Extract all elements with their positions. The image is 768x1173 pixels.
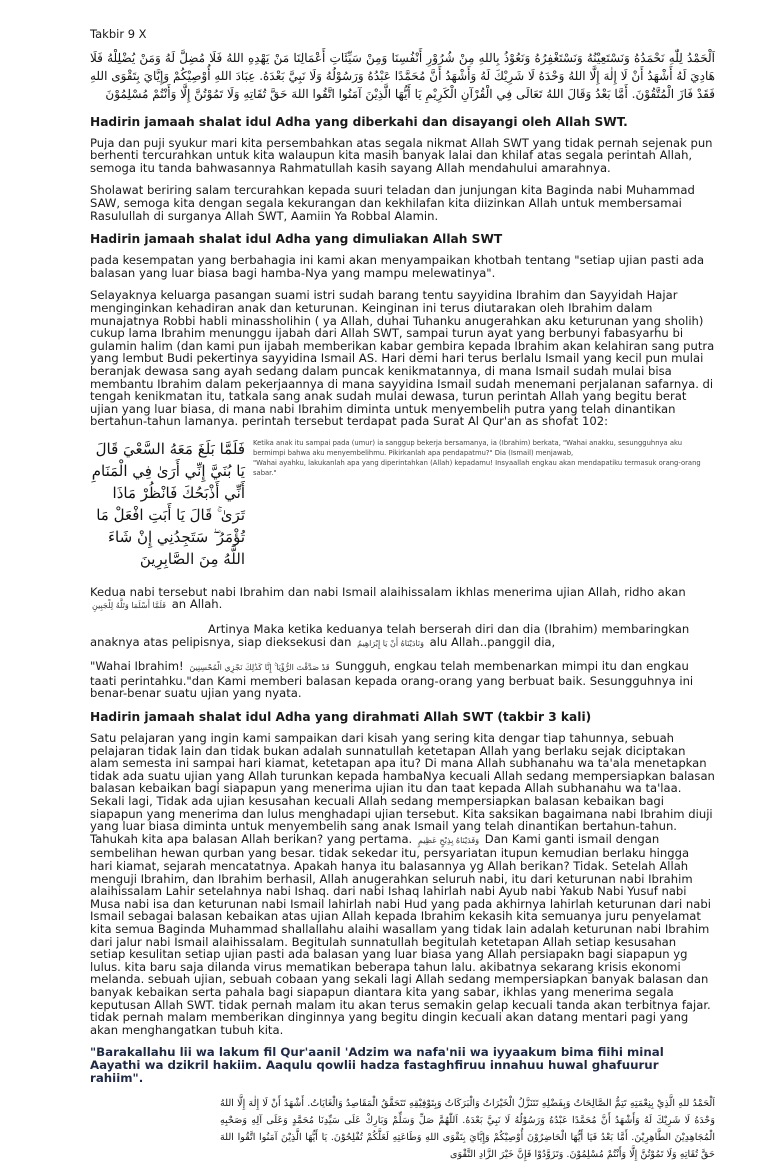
- sermon-document: [90, 28, 715, 1173]
- paragraph-call: [90, 660, 715, 700]
- paragraph-call-a: "Wahai Ibrahim!: [90, 659, 184, 674]
- quran-verse-translation: [253, 438, 715, 478]
- arabic-closing-prayer: اَلْحَمْدُ للهِ الَّذِيْ بِنِعْمَتِهِ تَتِمُّ الصَّالِحَاتُ وَبِفَضْلِهِ تَتَنَزَّلُ الْخَيْرَاتُ وَالْبَرَكَاتُ وَبِتَوْفِيْقِهِ تَتَحَقَّقُ الْمَقَاصِدُ وَالْغَايَاتُ. أَشْهَدُ أَنْ لَا إِلٰهَ إِلَّا اللهُ وَحْدَهُ لَا شَرِيْكَ لَهُ وَأَشْهَدُ أَنَّ مُحَمَّدًا عَبْدُهُ وَرَسُوْلُهُ لَا نَبِيَّ بَعْدَهُ. اَللّٰهُمَّ صَلِّ وَسَلِّمْ وَبَارِكْ عَلَى سَيِّدِنَا مُحَمَّدٍ وَعَلَى آلِهِ وَصَحْبِهِ الْمُجَاهِدِيْنَ الطَّاهِرِيْنَ. أَمَّا بَعْدُ فَيَا أَيُّهَا الْحَاضِرُوْنَ أُوْصِيْكُمْ وَإِيَّايَ بِتَقْوَى اللهِ وَطَاعَتِهِ لَعَلَّكُمْ تُفْلِحُوْنَ. يَا أَيُّهَا الَّذِيْنَ آمَنُوا اتَّقُوا اللهَ حَقَّ تُقَاتِهِ وَلَا تَمُوْتُنَّ إِلَّا وَأَنْتُمْ مُسْلِمُوْنَ. وَتَزَوَّدُوْا فَإِنَّ خَيْرَ الزَّادِ التَّقْوَى: [220, 1098, 715, 1161]
- quran-verse-block: [90, 438, 715, 570]
- paragraph-call-b: Sungguh, engkau telah membenarkan mimpi itu dan engkau taati perintahku."dan Kami memberi balasan kepada orang-orang yang berbuat baik. Sesungguhnya ini benar-benar suatu ujian yang nyata.: [90, 659, 694, 701]
- paragraph-lesson-b: Dan Kami ganti ismail dengan sembelihan hewan qurban yang besar. tidak sekedar itu, persyariatan itupun kemudian berlaku hingga hari kiamat, sejarah mencatatnya. Apakah hanya itu balasannya yg Allah berikan? Tidak. Setelah Allah menguji Ibrahim, dan Ibrahim berhasil, Allah anugerahkan seluruh nabi, itu dari keturunan nabi Ibrahim alaihissalam Lahir setelahnya nabi Ishaq. dari nabi Ishaq lahirlah nabi Ayub nabi Yakub Nabi Yusuf nabi Musa nabi isa dan keturunan nabi Ismail lahirlah nabi Hud yang pada akhirnya lahirlah keturunan dari nabi Ismail sebagai balasan kebaikan atas ujian Allah kepada Ibrahim kekasih kita semuanya juru penyelamat kita semua Baginda Muhammad shallallahu alaihi wasallam yang tidak lain adalah keturunan nabi Ibrahim dari jalur nabi Ismail alaihissalam. Begitulah sunnatullah begitulah ketetapan Allah setiap kesusahan setiap kesulitan setiap ujian pasti ada balasan yang luar biasa yang Allah persiapakn bagi siapapun yg lulus. kita baru saja dilanda virus mematikan beberapa tahun lalu. akibatnya sekarang krisis ekonomi melanda. sebuah ujian, sebuah cobaan yang sekali lagi Allah sedang mempersiapkan banyak balasan dan banyak kebaikan serta pahala bagi siapapun diantara kita yang sabar, ikhlas yang menerima segala keputusan Allah SWT. tidak pernah malam itu akan terus semakin gelap kecuali tanda akan terbitnya fajar. tidak pernah malam memberikan dinginnya yang begitu dingin kecuali akan datang mentari pagi yang akan menghangatkan tubuh kita.: [90, 831, 711, 1037]
- paragraph-lesson: [90, 732, 715, 1036]
- verse-translation-line-1: Ketika anak itu sampai pada (umur) ia sanggup bekerja bersamanya, ia (Ibrahim) berkata, "Wahai anakku, sesungguhnya aku bermimpi bahwa aku menyembelihmu. Pikirkanlah apa pendapatmu?" Dia (Ismail) menjawab,: [253, 438, 683, 457]
- inline-arabic-3: قَدْ صَدَّقْتَ الرُّؤْيَا ۚ إِنَّا كَذَٰلِكَ نَجْزِي الْمُحْسِنِينَ: [189, 663, 330, 673]
- paragraph-theme: pada kesempatan yang berbahagia ini kami akan menyampaikan khotbah tentang "setiap ujian pasti ada balasan yang luar biasa bagi hamba-Nya yang mampu melewatinya".: [90, 253, 705, 280]
- verse-translation-line-2: "Wahai ayahku, lakukanlah apa yang diperintahkan (Allah) kepadamu! Insyaallah engkau akan mendapatiku termasuk orang-orang sabar.": [253, 458, 701, 477]
- inline-arabic-2: وَنَادَيْنَاهُ أَنْ يَا إِبْرَاهِيمُ: [357, 638, 424, 648]
- inline-arabic-4: وَفَدَيْنَاهُ بِذِبْحٍ عَظِيمٍ: [417, 835, 480, 845]
- paragraph-story: Selayaknya keluarga pasangan suami istri sudah barang tentu sayyidina Ibrahim dan Sayyidah Hajar menginginkan kehadiran anak dan keturunan. Keinginan ini terus diutarakan oleh Ibrahim dalam munajatnya Robbi habli minassholihin ( ya Allah, duhai Tuhanku anugerahkan aku keturunan yang sholih) cukup lama Ibrahim menunggu ijabah dari Allah SWT, sampai turun ayat yang berbunyi fabasyarhu bi gulamin halim (dan kami pun ijabah memberikan kabar gembira kepada Ibrahim akan kelahiran sang putra yang lembut Budi pekertinya sayyidina Ismail AS. Hari demi hari terus berlalu Ismail yang kecil pun mulai beranjak dewasa sang ayah sedang dalam puncak kenikmatannya, di mana Ismail sudah mulai bisa membantu Ibrahim dalam pekerjaannya di mana sayyidina Ismail sudah menemani perjalanan safarnya. di tengah kenikmatan itu, tatkala sang anak sudah mulai dewasa, turun perintah Allah yang begitu berat ujian yang luar biasa, di mana nabi Ibrahim diminta untuk menyembelih putra yang telah dinantikan bertahun-tahun lamanya. perintah tersebut terdapat pada Surat Al Qur'an as shofat 102:: [90, 288, 715, 429]
- paragraph-submission-start: Kedua nabi tersebut nabi Ibrahim dan nabi Ismail alaihissalam ikhlas menerima ujian Allah, ridho akan: [90, 584, 686, 599]
- document-title: Takbir 9 X: [90, 27, 147, 41]
- paragraph-sholawat: Sholawat beriring salam tercurahkan kepada suuri teladan dan junjungan kita Baginda nabi Muhammad SAW, semoga kita dengan segala kekurangan dan kekhilafan kita diizinkan Allah untuk membersamai Rasulullah di surganya Allah SWT, Aamiin Ya Robbal Alamin.: [90, 183, 695, 223]
- inline-arabic-1: فَلَمَّا أَسْلَمَا وَتَلَّهُ لِلْجَبِينِ: [92, 601, 166, 611]
- section-heading-2: Hadirin jamaah shalat idul Adha yang dimuliakan Allah SWT: [90, 232, 503, 247]
- paragraph-meaning-a: Artinya Maka ketika keduanya telah berserah diri dan dia (Ibrahim) membaringkan anaknya atas pelipisnya, siap dieksekusi dan: [90, 622, 690, 649]
- section-heading-3: Hadirin jamaah shalat idul Adha yang dirahmati Allah SWT (takbir 3 kali): [90, 710, 592, 725]
- paragraph-submission: [90, 586, 715, 613]
- paragraph-praise: Puja dan puji syukur mari kita persembahkan atas segala nikmat Allah SWT yang tidak pernah sejenak pun berhenti tercurahkan untuk kita walaupun kita masih banyak lalai dan khilaf atas segala perintah Allah, semoga itu tanda bahwasannya Rahmatullah kasih sayang Allah mendahului amarahnya.: [90, 135, 713, 175]
- paragraph-meaning-b: alu Allah..panggil dia,: [429, 634, 556, 649]
- paragraph-lesson-a: Satu pelajaran yang ingin kami sampaikan dari kisah yang sering kita dengar tiap tahunnya, sebuah pelajaran tidak lain dan tidak bukan adalah sunnatullah ketetapan Allah yang berlaku sejak diciptakan alam semesta ini sampai hari kiamat, ketetapan apa itu? Di mana Allah subhanahu wa ta'ala menetapkan tidak ada suatu ujian yang Allah turunkan kepada hambaNya kecuali Allah sedang mempersiapkan balasan balasan kebaikan bagi siapapun yang menerima ujian itu dan taat kepada Allah subhanahu wa ta'laa. Sekali lagi, Tidak ada ujian kesusahan kecuali Allah sedang mempersiapkan balasan kebaikan bagi siapapun yang menerima dan lulus menghadapi ujian tersebut. Kita saksikan bagaimana nabi Ibrahim diuji yang luar biasa diminta untuk menyembelih sang anak Ismail yang telah dinantikan bertahun-tahun. Tahukah kita apa balasan Allah berikan? yang pertama.: [90, 731, 715, 846]
- section-heading-1: Hadirin jamaah shalat idul Adha yang diberkahi dan disayangi oleh Allah SWT.: [90, 114, 628, 129]
- closing-prayer: "Barakallahu lii wa lakum fil Qur'aanil 'Adzim wa nafa'nii wa iyyaakum bima fiihi minal Aayathi wa dzikril hakiim. Aaqulu qowlii hadza fastaghfiruu innahuu huwal ghafuurur rahiim".: [90, 1045, 664, 1086]
- paragraph-meaning: [90, 623, 715, 650]
- quran-verse-arabic: فَلَمَّا بَلَغَ مَعَهُ السَّعْيَ قَالَ يَا بُنَيَّ إِنِّي أَرَىٰ فِي الْمَنَامِ أَنِّي أَذْبَحُكَ فَانْظُرْ مَاذَا تَرَىٰ ۚ قَالَ يَا أَبَتِ افْعَلْ مَا تُؤْمَرُ ۖ سَتَجِدُنِي إِنْ شَاءَ اللَّهُ مِنَ الصَّابِرِينَ: [91, 439, 245, 568]
- paragraph-submission-end: an Allah.: [171, 597, 223, 612]
- arabic-opening-prayer: اَلْحَمْدُ لِلّٰهِ نَحْمَدُهُ وَنَسْتَعِيْنُهُ وَنَسْتَغْفِرُهُ وَنَعُوْذُ بِاللهِ مِنْ شُرُوْرِ أَنْفُسِنَا وَمِنْ سَيِّئَاتِ أَعْمَالِنَا مَنْ يَهْدِهِ اللهُ فَلَا مُضِلَّ لَهُ وَمَنْ يُضْلِلْهُ فَلَا هَادِيَ لَهُ أَشْهَدُ أَنْ لَا إِلٰهَ إِلَّا اللهُ وَحْدَهُ لَا شَرِيْكَ لَهُ وَأَشْهَدُ أَنَّ مُحَمَّدًا عَبْدُهُ وَرَسُوْلُهُ وَلَا نَبِيَّ بَعْدَهُ. عِبَادَ اللهِ أُوْصِيْكُمْ وَإِيَّايَ بِتَقْوَى اللهِ فَقَدْ فَازَ الْمُتَّقُوْنَ. أَمَّا بَعْدُ وَقَالَ اللهُ تَعَالَى فِي الْقُرْآنِ الْكَرِيْمِ يَا أَيُّهَا الَّذِيْنَ آمَنُوا اتَّقُوا اللهَ حَقَّ تُقَاتِهِ وَلَا تَمُوْتُنَّ إِلَّا وَأَنْتُمْ مُسْلِمُوْنَ: [90, 50, 715, 101]
